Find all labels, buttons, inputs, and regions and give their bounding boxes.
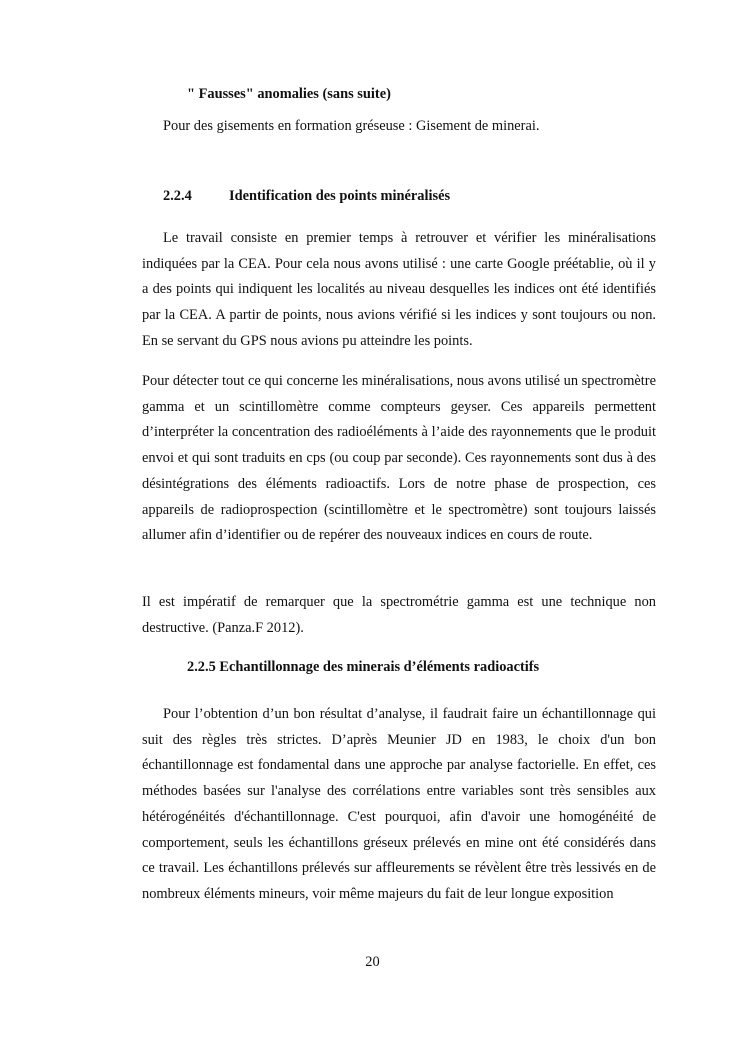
section-224-heading [163,188,450,205]
section-224-title: Identification des points minéralisés [229,188,451,204]
section-224-paragraph: Le travail consiste en premier temps à retrouver et vérifier les minéralisations indiquées par la CEA. Pour cela nous avons utilisé : une carte Google préétablie, où il y a des points qui indiquent les localités au niveau desquelles les indices ont été identifiés par la CEA. A partir de points, nous avions vérifié si les indices y sont toujours ou non. En se servant du GPS nous avions pu atteindre les points. [142,230,656,349]
detection-paragraph: Pour détecter tout ce qui concerne les minéralisations, nous avons utilisé un spectromètre gamma et un scintillomètre comme compteurs geyser. Ces appareils permettent d’interpréter la concentration des radioéléments à l’aide des rayonnements que le produit envoi et qui sont traduits en cps (ou coup par seconde). Ces rayonnements sont dus à des désintégrations des éléments radioactifs. Lors de notre phase de prospection, ces appareils de radioprospection (scintillomètre et le spectromètre) sont toujours laissés allumer afin d’identifier ou de repérer des nouveaux indices en cours de route. [142,373,656,544]
sandstone-deposits-line: Pour des gisements en formation gréseuse : Gisement de minerai. [163,118,540,134]
nondestructive-paragraph: Il est impératif de remarquer que la spectrométrie gamma est une technique non destructive. (Panza.F 2012). [142,594,656,636]
false-anomalies-heading: " Fausses" anomalies (sans suite) [187,86,391,102]
page-number: 20 [365,954,380,970]
section-225-heading: 2.2.5 Echantillonnage des minerais d’éléments radioactifs [187,659,540,675]
section-224-number: 2.2.4 [163,188,192,204]
section-225-paragraph: Pour l’obtention d’un bon résultat d’analyse, il faudrait faire un échantillonnage qui suit des règles très strictes. D’après Meunier JD en 1983, le choix d'un bon échantillonnage est fondamental dans une approche par analyse factorielle. En effet, ces méthodes basées sur l'analyse des corrélations entre variables sont très sensibles aux hétérogénéités d'échantillonnage. C'est pourquoi, afin d'avoir une homogénéité de comportement, seuls les échantillons gréseux prélevés en mine ont été considérés dans ce travail. Les échantillons prélevés sur affleurements se révèlent être très lessivés en de nombreux éléments mineurs, voir même majeurs du fait de leur longue exposition [142,706,656,902]
